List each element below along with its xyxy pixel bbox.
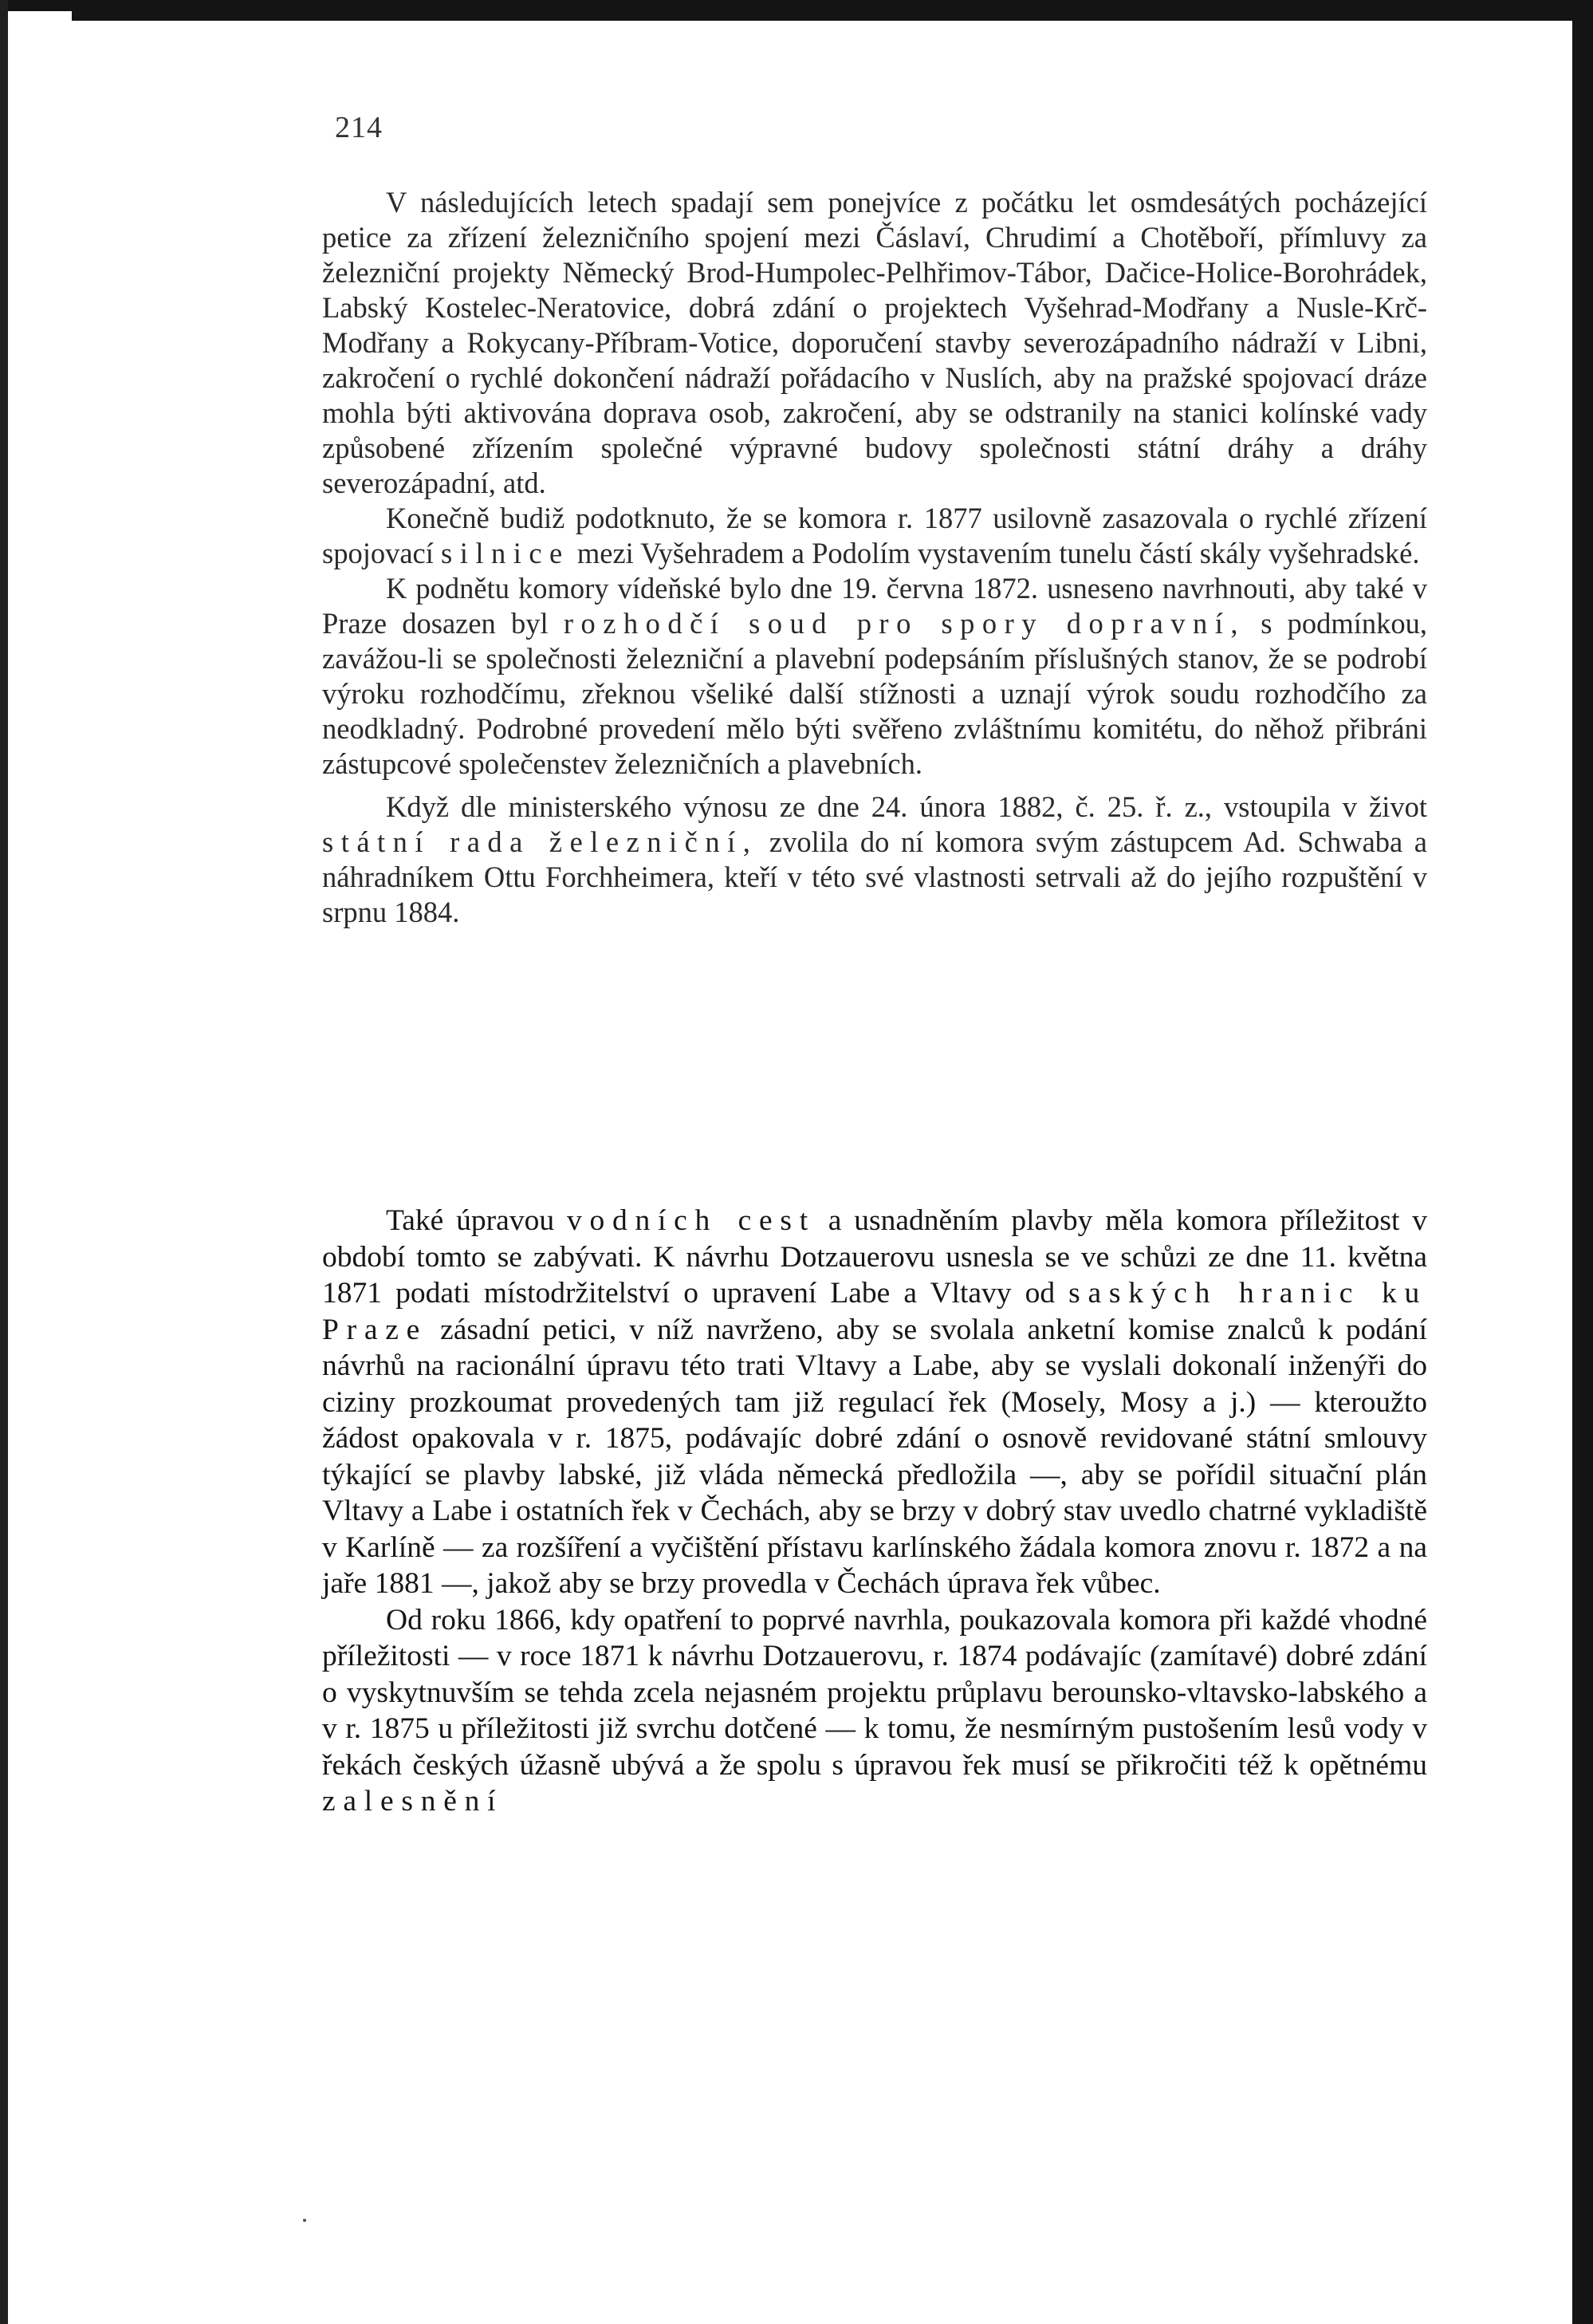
emphasized-term: rozhodčí soud pro spory dopravní, — [563, 607, 1245, 640]
paragraph-text: s podmínkou, zavážou-li se společnosti železniční a plavební podepsáním příslušných stanov, že se podrobí výroku rozhodčímu, zřeknou všeliké další stížnosti a uznají výrok soudu rozhodčího za neodkladný. Podrobné provedení mělo býti svěřeno zvláštnímu komitétu, do něhož přibráni zástupcové společenstev železničních a plavebních. — [322, 607, 1427, 780]
paragraph-text: Také úpravou — [386, 1204, 555, 1237]
scan-border-left — [0, 0, 8, 2324]
paragraph — [322, 1602, 1427, 1820]
emphasized-term: státní rada železniční, — [322, 825, 758, 858]
emphasized-term: vodních cest — [566, 1204, 816, 1237]
paragraph-text: a usnadněním plavby měla komora příležitost v období tomto se zabývati. K návrhu Dotzauerovu usnesla se ve schůzi ze dne 11. května 1871 podati místodržitelství o upravení Labe a Vltavy od — [322, 1204, 1427, 1310]
paragraph-text: zvolila do ní komora svým zástupcem Ad. Schwaba a náhradníkem Ottu Forchheimera, kteří v této své vlastnosti setrvali až do jejího rozpuštění v srpnu 1884. — [322, 825, 1428, 928]
scan-border-right — [1572, 0, 1593, 2324]
paragraph-text: zásadní petici, v níž navrženo, aby se svolala anketní komise znalců k podání návrhů na racionální úpravu této trati Vltavy a Labe, aby se vyslali dokonalí inženýři do ciziny prozkoumat provedených tam již regulací řek (Mosely, Mosy a j.) — kteroužto žádost opakovala v r. 1875, podávajíc dobré zdání o osnově revidované státní smlouvy týkající se plavby labské, již vláda německá předložila —, aby se pořídil situační plán Vltavy a Labe i ostatních řek v Čechách, aby se brzy v dobrý stav uvedlo chatrné vykladiště v Karlíně — za rozšíření a vyčištění přístavu karlínského žádala komora znovu r. 1872 a na jaře 1881 —, jakož aby se brzy provedla v Čechách úprava řek vůbec. — [322, 1313, 1427, 1600]
page-number: 214 — [335, 111, 383, 144]
scan-border-top — [0, 0, 1593, 21]
paragraph-text: Konečně budiž podotknuto, že se komora r. 1877 usilovně zasazovala o rychlé zřízení spojovací — [322, 502, 1427, 569]
scan-speck — [303, 2219, 306, 2222]
text-section-railways — [322, 185, 1427, 930]
paragraph-text: mezi Vyšehradem a Podolím vystavením tunelu částí skály vyšehradské. — [576, 537, 1420, 569]
paragraph-text: Když dle ministerského výnosu ze dne 24. února 1882, č. 25. ř. z., vstoupila v život — [386, 790, 1427, 823]
emphasized-term: zalesnění — [322, 1785, 504, 1818]
paragraph — [322, 501, 1427, 571]
paragraph-text: K podnětu komory vídeňské bylo dne 19. června 1872. usneseno navrhnouti, aby také v Praze dosazen byl — [322, 572, 1427, 640]
emphasized-term: saských hranic ku Praze — [322, 1277, 1427, 1346]
emphasized-term: silnice — [441, 537, 570, 569]
paragraph — [322, 790, 1427, 930]
paragraph — [322, 1203, 1427, 1602]
paragraph-text: V následujících letech spadají sem ponejvíce z počátku let osmdesátých pocházející petice za zřízení železničního spojení mezi Čáslaví, Chrudimí a Chotěboří, přímluvy za železniční projekty Německý Brod-Humpolec-Pelhřimov-Tábor, Dačice-Holice-Borohrádek, Labský Kostelec-Neratovice, dobrá zdání o projektech Vyšehrad-Modřany a Nusle-Krč-Modřany a Rokycany-Příbram-Votice, doporučení stavby severozápadního nádraží v Libni, zakročení o rychlé dokončení nádraží pořádacího v Nuslích, aby na pražské spojovací dráze mohla býti aktivována doprava osob, zakročení, aby se odstranily na stanici kolínské vady způsobené zřízením společné výpravné budovy společnosti státní dráhy a dráhy severozápadní, atd. — [322, 186, 1427, 499]
paragraph — [322, 571, 1427, 782]
paragraph-text: Od roku 1866, kdy opatření to poprvé navrhla, poukazovala komora při každé vhodné příležitosti — v roce 1871 k návrhu Dotzauerovu, r. 1874 podávajíc (zamítavé) dobré zdání o vyskytnuvším se tehda zcela nejasném projektu průplavu berounsko-vltavsko-labského a v r. 1875 u příležitosti již svrchu dotčené — k tomu, že nesmírným pustošením lesů vody v řekách českých úžasně ubývá a že spolu s úpravou řek musí se přikročiti též k opětnému — [322, 1603, 1427, 1782]
paragraph — [322, 185, 1427, 501]
text-section-waterways — [322, 1203, 1427, 1820]
